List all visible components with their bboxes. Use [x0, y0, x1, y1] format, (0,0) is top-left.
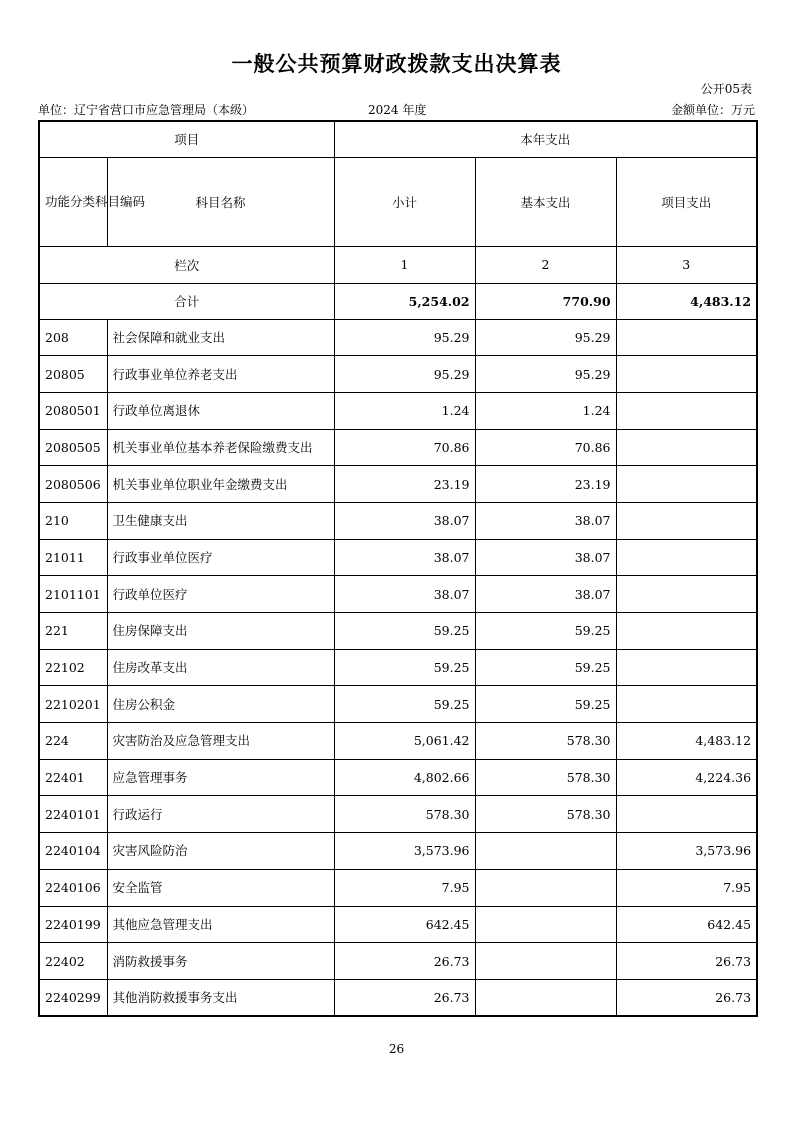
total-subtotal: 5,254.02 — [334, 283, 475, 319]
row-subject-name: 行政单位医疗 — [107, 576, 334, 613]
header-func-code: 功能分类科目编码 — [39, 157, 107, 246]
row-project — [616, 576, 757, 613]
row-project: 26.73 — [616, 979, 757, 1016]
row-basic: 59.25 — [475, 613, 616, 650]
row-project — [616, 796, 757, 833]
row-project: 7.95 — [616, 869, 757, 906]
row-subtotal: 26.73 — [334, 979, 475, 1016]
table-row — [39, 686, 757, 723]
row-subject-name: 行政事业单位养老支出 — [107, 356, 334, 393]
row-project: 3,573.96 — [616, 833, 757, 870]
row-basic: 578.30 — [475, 723, 616, 760]
row-subtotal: 23.19 — [334, 466, 475, 503]
row-subject-name: 安全监管 — [107, 869, 334, 906]
row-code: 2101101 — [39, 576, 107, 613]
row-code: 22402 — [39, 943, 107, 980]
row-code: 22102 — [39, 649, 107, 686]
row-subtotal: 59.25 — [334, 613, 475, 650]
row-basic: 70.86 — [475, 429, 616, 466]
row-subtotal: 1.24 — [334, 392, 475, 429]
row-subject-name: 住房改革支出 — [107, 649, 334, 686]
row-basic: 578.30 — [475, 759, 616, 796]
expenditure-table — [38, 120, 758, 1017]
row-basic — [475, 833, 616, 870]
row-basic: 95.29 — [475, 356, 616, 393]
table-row — [39, 613, 757, 650]
row-project — [616, 466, 757, 503]
row-subtotal: 38.07 — [334, 502, 475, 539]
row-subtotal: 7.95 — [334, 869, 475, 906]
row-project — [616, 686, 757, 723]
row-subject-name: 灾害风险防治 — [107, 833, 334, 870]
table-row — [39, 356, 757, 393]
total-project: 4,483.12 — [616, 283, 757, 319]
row-code: 22401 — [39, 759, 107, 796]
report-title: 一般公共预算财政拨款支出决算表 — [231, 52, 562, 76]
row-subject-name: 住房保障支出 — [107, 613, 334, 650]
row-code: 2080506 — [39, 466, 107, 503]
row-subtotal: 95.29 — [334, 319, 475, 356]
table-row — [39, 392, 757, 429]
unit-label: 单位：辽宁省营口市应急管理局（本级） — [38, 103, 255, 117]
row-code: 221 — [39, 613, 107, 650]
row-code: 2240106 — [39, 869, 107, 906]
header-row-1 — [39, 121, 757, 157]
row-subtotal: 642.45 — [334, 906, 475, 943]
table-row — [39, 943, 757, 980]
row-subject-name: 社会保障和就业支出 — [107, 319, 334, 356]
row-basic: 1.24 — [475, 392, 616, 429]
row-basic — [475, 979, 616, 1016]
row-project — [616, 613, 757, 650]
row-subtotal: 26.73 — [334, 943, 475, 980]
row-subtotal: 59.25 — [334, 686, 475, 723]
table-row — [39, 833, 757, 870]
row-basic: 59.25 — [475, 649, 616, 686]
table-row — [39, 649, 757, 686]
row-subject-name: 机关事业单位基本养老保险缴费支出 — [107, 429, 334, 466]
row-subtotal: 95.29 — [334, 356, 475, 393]
row-subtotal: 3,573.96 — [334, 833, 475, 870]
row-code: 21011 — [39, 539, 107, 576]
row-project — [616, 429, 757, 466]
row-subject-name: 其他消防救援事务支出 — [107, 979, 334, 1016]
row-subject-name: 行政运行 — [107, 796, 334, 833]
row-code: 210 — [39, 502, 107, 539]
table-row — [39, 319, 757, 356]
row-subject-name: 住房公积金 — [107, 686, 334, 723]
row-project — [616, 649, 757, 686]
column-label: 栏次 — [39, 246, 334, 283]
row-subject-name: 其他应急管理支出 — [107, 906, 334, 943]
row-subtotal: 70.86 — [334, 429, 475, 466]
total-basic: 770.90 — [475, 283, 616, 319]
column-number-3: 3 — [616, 246, 757, 283]
row-code: 224 — [39, 723, 107, 760]
row-basic — [475, 906, 616, 943]
header-project-expenditure: 项目支出 — [616, 157, 757, 246]
row-code: 2080501 — [39, 392, 107, 429]
money-unit-label: 金额单位：万元 — [670, 103, 755, 117]
row-project: 4,224.36 — [616, 759, 757, 796]
header-basic: 基本支出 — [475, 157, 616, 246]
row-code: 2210201 — [39, 686, 107, 723]
table-row — [39, 759, 757, 796]
row-basic: 38.07 — [475, 576, 616, 613]
row-project — [616, 392, 757, 429]
row-basic — [475, 943, 616, 980]
table-row — [39, 429, 757, 466]
total-row — [39, 283, 757, 319]
row-subject-name: 行政事业单位医疗 — [107, 539, 334, 576]
row-basic: 59.25 — [475, 686, 616, 723]
row-code: 2080505 — [39, 429, 107, 466]
table-row — [39, 723, 757, 760]
row-basic: 38.07 — [475, 502, 616, 539]
column-number-2: 2 — [475, 246, 616, 283]
row-code: 20805 — [39, 356, 107, 393]
column-number-row — [39, 246, 757, 283]
header-row-2 — [39, 157, 757, 246]
row-code: 2240101 — [39, 796, 107, 833]
table-row — [39, 796, 757, 833]
row-project — [616, 502, 757, 539]
row-subtotal: 38.07 — [334, 576, 475, 613]
column-number-1: 1 — [334, 246, 475, 283]
row-basic: 23.19 — [475, 466, 616, 503]
row-basic — [475, 869, 616, 906]
table-row — [39, 979, 757, 1016]
header-subtotal: 小计 — [334, 157, 475, 246]
row-project — [616, 319, 757, 356]
row-project: 4,483.12 — [616, 723, 757, 760]
row-project — [616, 356, 757, 393]
row-project: 642.45 — [616, 906, 757, 943]
row-code: 2240299 — [39, 979, 107, 1016]
row-subject-name: 应急管理事务 — [107, 759, 334, 796]
table-row — [39, 502, 757, 539]
table-row — [39, 466, 757, 503]
table-row — [39, 906, 757, 943]
header-project: 项目 — [39, 121, 334, 157]
row-basic: 38.07 — [475, 539, 616, 576]
row-subject-name: 行政单位离退休 — [107, 392, 334, 429]
row-subject-name: 机关事业单位职业年金缴费支出 — [107, 466, 334, 503]
row-subtotal: 5,061.42 — [334, 723, 475, 760]
row-subtotal: 38.07 — [334, 539, 475, 576]
row-project — [616, 539, 757, 576]
row-subject-name: 消防救援事务 — [107, 943, 334, 980]
total-label: 合计 — [39, 283, 334, 319]
row-basic: 95.29 — [475, 319, 616, 356]
row-code: 2240104 — [39, 833, 107, 870]
row-code: 2240199 — [39, 906, 107, 943]
table-row — [39, 539, 757, 576]
header-subject-name: 科目名称 — [107, 157, 334, 246]
row-subtotal: 59.25 — [334, 649, 475, 686]
row-subject-name: 卫生健康支出 — [107, 502, 334, 539]
row-project: 26.73 — [616, 943, 757, 980]
report-meta — [38, 101, 755, 119]
row-subtotal: 578.30 — [334, 796, 475, 833]
table-number: 公开05表 — [700, 82, 752, 96]
page-number: 26 — [388, 1042, 405, 1056]
table-row — [39, 869, 757, 906]
row-subject-name: 灾害防治及应急管理支出 — [107, 723, 334, 760]
table-row — [39, 576, 757, 613]
header-current-year: 本年支出 — [334, 121, 757, 157]
row-basic: 578.30 — [475, 796, 616, 833]
row-code: 208 — [39, 319, 107, 356]
row-subtotal: 4,802.66 — [334, 759, 475, 796]
year-label: 2024 年度 — [368, 103, 427, 117]
